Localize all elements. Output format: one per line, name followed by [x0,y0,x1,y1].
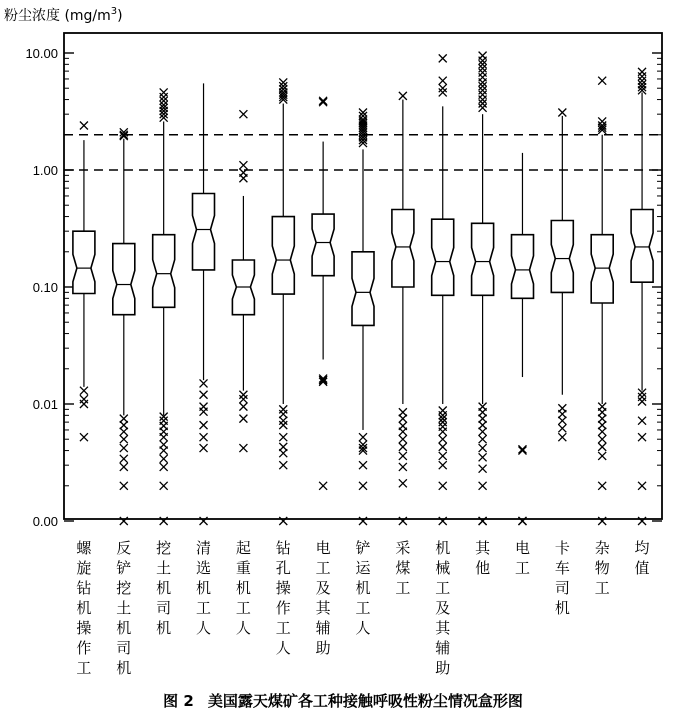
outlier-marker [439,461,447,469]
box-3 [153,88,175,525]
notched-box [551,221,573,293]
category-label: 反铲挖土机司机 [116,539,132,677]
box-5 [232,110,254,452]
outlier-marker [638,398,646,406]
figure-number: 图 2 [163,692,194,710]
box-9 [392,92,414,525]
outlier-marker [279,433,287,441]
outlier-marker [479,453,487,461]
outlier-marker [638,68,646,76]
category-label: 卡车司机 [554,539,570,617]
figure-title: 美国露天煤矿各工种接触呼吸性粉尘情况盒形图 [207,692,523,710]
outlier-marker [439,54,447,62]
outlier-marker [239,415,247,423]
y-tick-label: 0.10 [32,280,58,295]
outlier-marker [239,391,247,399]
outlier-marker [518,445,526,453]
category-label: 采煤工 [395,539,411,597]
notched-box [392,210,414,288]
category-label: 电工及其辅助 [315,539,331,657]
outlier-marker [598,428,606,436]
box-10 [432,54,454,525]
outlier-marker [80,122,88,130]
outlier-marker [239,395,247,403]
outlier-marker [479,482,487,490]
outlier-marker [399,92,407,100]
outlier-marker [319,376,327,384]
outlier-marker [80,433,88,441]
outlier-marker [120,482,128,490]
x-category-labels [76,539,649,677]
outlier-marker [200,391,208,399]
outlier-marker [200,433,208,441]
y-tick-label: 0.01 [32,397,58,412]
outlier-marker [200,379,208,387]
outlier-marker [479,64,487,72]
outlier-marker [160,97,168,105]
box-2 [113,128,135,525]
y-axis-label: 粉尘浓度 $(mg/m^3)$ [4,6,123,24]
outlier-marker [439,428,447,436]
outlier-marker [80,387,88,395]
outlier-marker [319,97,327,105]
outlier-marker [160,93,168,101]
box-7 [312,97,334,490]
category-label: 杂物工 [594,539,610,597]
notched-box [631,210,653,283]
outlier-marker [160,455,168,463]
outlier-marker [598,443,606,451]
box-11 [472,52,494,525]
category-label: 挖土机司机 [156,539,172,637]
outlier-marker [160,447,168,455]
outlier-marker [160,482,168,490]
outlier-marker [279,461,287,469]
outlier-marker [399,435,407,443]
outlier-marker [439,84,447,92]
outlier-marker [399,452,407,460]
outlier-marker [598,452,606,460]
outlier-marker [439,482,447,490]
notched-box [352,252,374,326]
outlier-marker [638,433,646,441]
outlier-marker [200,421,208,429]
box-14 [591,77,613,525]
outlier-marker [439,452,447,460]
outlier-marker [598,421,606,429]
outlier-marker [239,444,247,452]
outlier-marker [598,77,606,85]
box-1 [73,122,95,442]
category-label: 其他 [475,539,491,577]
outlier-marker [518,447,526,455]
category-label: 螺旋钻机操作工 [76,539,92,677]
outlier-marker [439,443,447,451]
category-label: 均值 [634,539,650,577]
notched-box [432,219,454,295]
outlier-marker [359,433,367,441]
outlier-marker [279,78,287,86]
notched-box [591,235,613,303]
outlier-marker [399,479,407,487]
outlier-marker [239,161,247,169]
outlier-marker [399,415,407,423]
outlier-marker [120,428,128,436]
outlier-marker [638,393,646,401]
box-4 [193,83,215,525]
box-12 [512,153,534,525]
notched-box [472,223,494,295]
outlier-marker [359,482,367,490]
outlier-marker [439,88,447,96]
outlier-marker [638,72,646,80]
box-15 [631,68,653,525]
outlier-marker [279,421,287,429]
box-13 [551,109,573,442]
outlier-marker [200,408,208,416]
outlier-marker [479,96,487,104]
y-tick-label: 1.00 [32,163,58,178]
category-label: 电工 [514,539,530,577]
notched-box [312,214,334,276]
outlier-marker [638,417,646,425]
outlier-marker [399,428,407,436]
outlier-marker [399,463,407,471]
outlier-marker [80,400,88,408]
outlier-marker [479,86,487,94]
notched-box [73,231,95,293]
notched-box [113,244,135,315]
outlier-marker [479,82,487,90]
notched-box [512,235,534,299]
outlier-marker [479,435,487,443]
outlier-marker [399,443,407,451]
category-label: 铲运机工人 [355,539,371,637]
outlier-marker [558,109,566,117]
outlier-marker [120,421,128,429]
outlier-marker [479,100,487,108]
outlier-marker [120,435,128,443]
y-tick-label: 10.00 [25,46,58,61]
outlier-marker [439,77,447,85]
outlier-marker [120,455,128,463]
notched-box [153,235,175,308]
outlier-marker [479,444,487,452]
notched-box [272,217,294,295]
outlier-marker [479,465,487,473]
box-6 [272,78,294,525]
outlier-marker [120,463,128,471]
box-series [73,52,653,525]
category-label: 钻孔操作工人 [275,539,291,657]
outlier-marker [160,433,168,441]
outlier-marker [120,444,128,452]
outlier-marker [598,482,606,490]
outlier-marker [319,482,327,490]
outlier-marker [239,174,247,182]
outlier-marker [279,410,287,418]
outlier-marker [279,417,287,425]
outlier-marker [160,88,168,96]
outlier-marker [479,104,487,112]
category-label: 清选机工人 [196,539,212,637]
outlier-marker [558,417,566,425]
outlier-marker [558,433,566,441]
outlier-marker [479,421,487,429]
category-label: 机械工及其辅助 [435,539,451,677]
outlier-marker [439,435,447,443]
outlier-marker [160,463,168,471]
outlier-marker [319,98,327,106]
y-tick-label: 0.00 [32,514,58,529]
outlier-marker [479,78,487,86]
outlier-marker [239,110,247,118]
category-label: 起重机工人 [235,539,251,637]
notched-box [193,194,215,270]
outlier-marker [558,410,566,418]
outlier-marker [638,482,646,490]
outlier-marker [359,461,367,469]
figure-caption [0,690,686,711]
box-8 [352,109,374,525]
outlier-marker [279,449,287,457]
outlier-marker [200,444,208,452]
outlier-marker [239,403,247,411]
outlier-marker [479,428,487,436]
outlier-marker [598,435,606,443]
outlier-marker [558,424,566,432]
